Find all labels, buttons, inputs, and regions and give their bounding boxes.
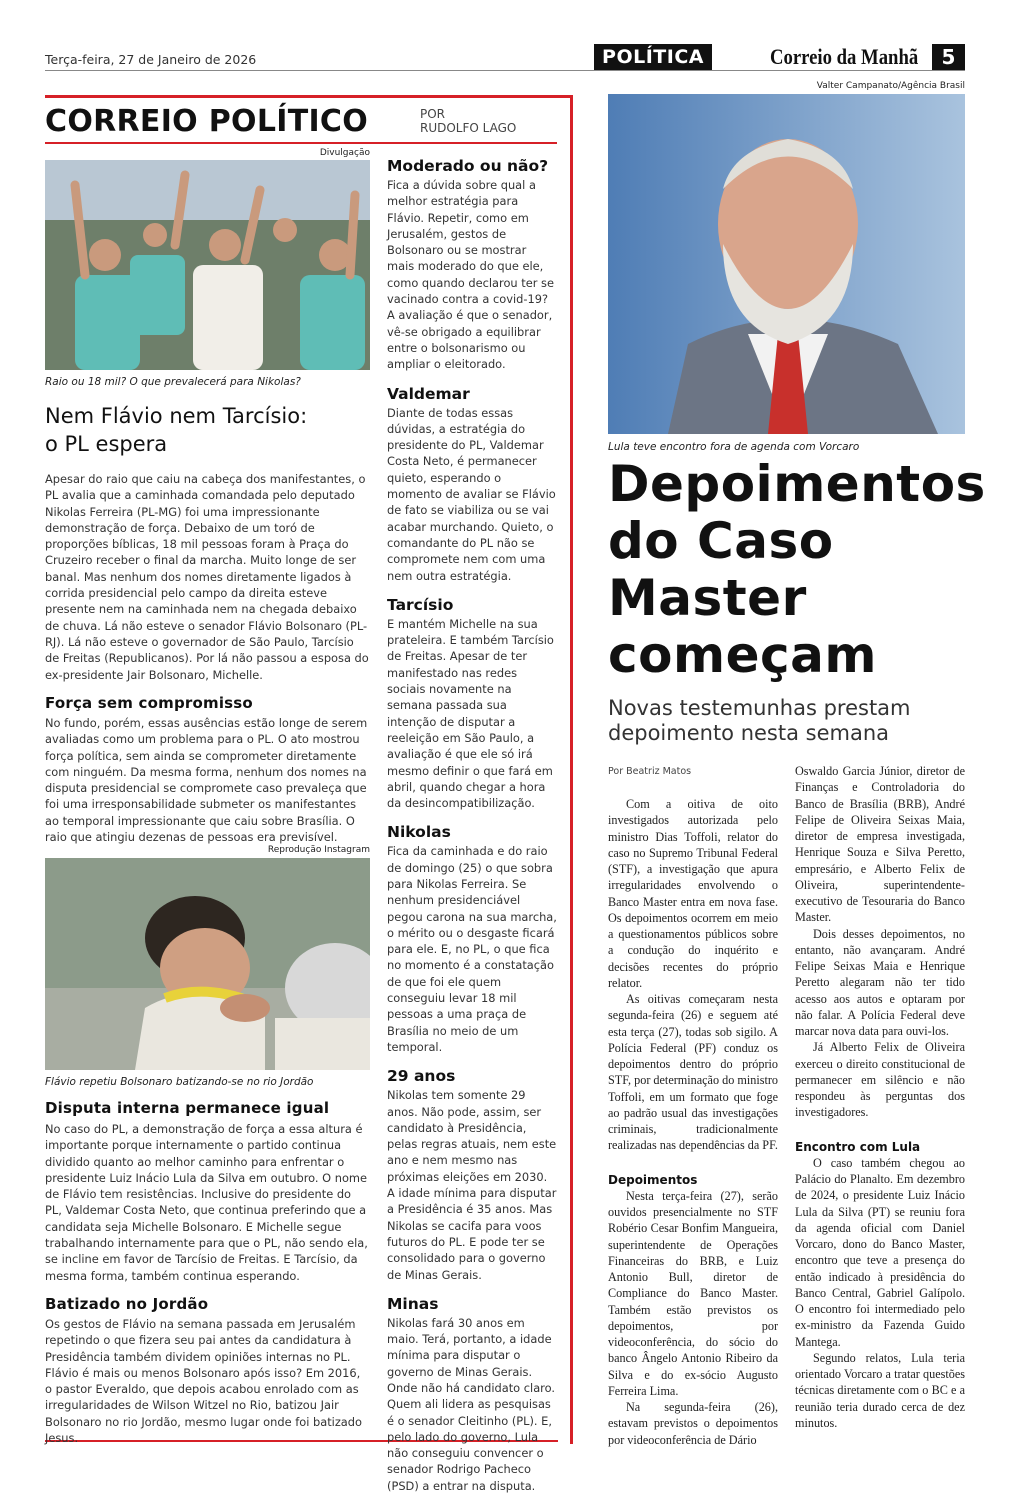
note-title: 29 anos xyxy=(387,1067,456,1086)
note xyxy=(387,594,557,812)
column-notes xyxy=(387,155,557,1504)
story-paragraph: Dois desses depoimentos, no entanto, não avançaram. André Felipe Seixas Maia e Henrique Peretto alegaram não ter tido acesso aos autos e optaram por não falar. A Polícia Federal deve marcar nova data para ouvi-los. xyxy=(795,926,965,1038)
story-paragraph: Segundo relatos, Lula teria orientado Vorcaro a tratar questões técnicas diretamente com o BC e a reunião teria durado cerca de dez minutos. xyxy=(795,1350,965,1430)
lula-photo xyxy=(608,94,965,434)
protest-photo xyxy=(45,160,370,370)
note-body: Fica a dúvida sobre qual a melhor estratégia para Flávio. Repetir, como em Jerusalém, gestos de Bolsonaro ou se mostrar mais moderado do que ele, como quando declarou ter se vacinado contra a covid-19? A avaliação é que o senador, vê-se obrigado a equilibrar entre o bolsonarismo ou ampliar o eleitorado. xyxy=(387,178,554,372)
story-column-1 xyxy=(608,796,778,1448)
section-label: POLÍTICA xyxy=(594,44,712,70)
column-headline xyxy=(45,402,307,458)
note-body: Diante de todas essas dúvidas, a estratégia do presidente do PL, Valdemar Costa Neto, é permanecer quieto, esperando o momento de avaliar se Flávio de fato se viabiliza ou se vai acabar murchando. Quieto, o comandante do PL não se compromete nem com uma nem outra estratégia. xyxy=(387,405,556,583)
newspaper-logo: Correio da Manhã xyxy=(770,44,919,69)
headline-line: Nem Flávio nem Tarcísio: xyxy=(45,404,308,428)
story-paragraph: As oitivas começaram nesta segunda-feira (26) e seguem até esta terça (27), todas sob sigilo. A Polícia Federal (PF) conduz os depoimentos dentro do próprio STF, por determinação do ministro Toffoli, em um formato que foge ao padrão usual das investigações criminais, tradicionalmente realizadas nas dependências da PF. xyxy=(608,992,778,1153)
note xyxy=(387,383,557,584)
note-body: Nikolas fará 30 anos em maio. Terá, portanto, a idade mínima para disputar o governo de Minas Gerais. Onde não há candidato claro. Quem ali lidera as pesquisas é o senador Cleitinho (PL). E, pelo lado do governo, Lula não conseguiu convencer o senador Rodrigo Pacheco (PSD) a entrar na disputa. xyxy=(387,1315,556,1493)
note-title: Tarcísio xyxy=(387,595,454,614)
author-name: RUDOLFO LAGO xyxy=(420,121,517,135)
photo-credit: Reprodução Instagram xyxy=(267,845,370,855)
headline-line: do Caso xyxy=(608,512,834,570)
note-title: Minas xyxy=(387,1294,439,1313)
header-rule xyxy=(45,70,965,71)
column-paragraph: No fundo, porém, essas ausências estão longe de serem avaliadas como um problema para o PL. O ato mostrou força política, sem ainda se comprometer diretamente com ninguém. Da mesma forma, nenhum dos nomes na disputa presidencial se compromete caso prevaleça que foi uma irresponsabilidade submeter os manifestantes ao temporal impressionante que caiu sobre Brasília. O raio que atingiu dezenas de pessoas era previsível. xyxy=(45,716,368,845)
note xyxy=(387,1293,557,1494)
deck-line: Novas testemunhas prestam xyxy=(608,696,911,720)
story-paragraph: Oswaldo Garcia Júnior, diretor de Finanças e Controladoria do Banco de Brasília (BRB), André Felipe de Oliveira Seixas Maia, diretor de empresa investigada, Henrique Souza e Silva Peretto, empresário, e Alberto Felix de Oliveira, superintendente-executivo de Tesouraria do Banco Master. xyxy=(795,764,965,925)
note xyxy=(387,821,557,1055)
photo-credit: Divulgação xyxy=(319,148,370,158)
photo-caption: Lula teve encontro fora de agenda com Vorcaro xyxy=(608,441,860,453)
story-paragraph: O caso também chegou ao Palácio do Planalto. Em dezembro de 2024, o presidente Luiz Inácio Lula da Silva (PT) se reuniu fora da agenda oficial com Daniel Vorcaro, dono do Banco Master, encontro que teve a presença do então indicado à presidência do Banco Central, Gabriel Galípolo. O encontro foi intermediado pelo ex-ministro da Fazenda Guido Mantega. xyxy=(795,1155,965,1349)
photo-credit: Valter Campanato/Agência Brasil xyxy=(816,81,965,91)
note xyxy=(387,155,557,373)
note xyxy=(387,1065,557,1283)
story-deck xyxy=(608,696,911,746)
story-headline xyxy=(608,456,986,684)
byline: Por Beatriz Matos xyxy=(608,766,692,777)
baptism-photo xyxy=(45,858,370,1070)
page-number: 5 xyxy=(932,44,965,70)
subhead: Disputa interna permanece igual xyxy=(45,1099,330,1117)
note-title: Moderado ou não? xyxy=(387,157,549,175)
photo-caption: Flávio repetiu Bolsonaro batizando-se no rio Jordão xyxy=(45,1076,314,1088)
headline-line: Depoimentos xyxy=(608,455,986,513)
column-frame-top xyxy=(45,95,573,98)
column-title: CORREIO POLÍTICO xyxy=(45,104,369,139)
column-intro: Apesar do raio que caiu na cabeça dos manifestantes, o PL avalia que a caminhada comandada pelo deputado Nikolas Ferreira (PL-MG) foi uma impressionante demonstração de força. Debaixo de um toró de proporções bíblicas, 18 mil pessoas foram à Praça do Cruzeiro receber o final da marcha. Muito longe de ser banal. Mas nenhum dos nomes diretamente ligados à corrida presidencial pelo campo da direita esteve presente nem na caminhada nem na chegada debaixo de chuva. Lá não esteve o senador Flávio Bolsonaro (PL-RJ). Lá não esteve o governador de São Paulo, Tarcísio de Freitas (Republicanos). Por lá não passou a esposa do ex-presidente Jair Bolsonaro, Michelle. xyxy=(45,472,369,682)
note-title: Nikolas xyxy=(387,823,451,842)
column-paragraph: Os gestos de Flávio na semana passada em Jerusalém repetindo o que fizera seu pai antes da candidatura à Presidência também dividem opiniões internas no PL. Flávio é mais ou menos Bolsonaro após isso? Em 2016, o pastor Everaldo, que depois acabou enrolado com as irregularidades de Wilson Witzel no Rio, batizou Jair Bolsonaro no rio Jordão, mesmo lugar onde foi batizado Jesus. xyxy=(45,1317,362,1446)
story-paragraph: Nesta terça-feira (27), serão ouvidos presencialmente no STF Robério Cesar Bonfim Mangueira, superintendente de Operações Financeiras do BRB, e Luiz Antonio Bull, diretor de Compliance do Banco Master. Também estão previstos os depoimentos, por videoconferência, do sócio do banco Ângelo Antonio Ribeiro da Silva e do ex-sócio Augusto Ferreira Lima. xyxy=(608,1188,778,1398)
column-frame-right xyxy=(570,95,573,1444)
column-author xyxy=(420,107,516,135)
subhead: Batizado no Jordão xyxy=(45,1295,209,1313)
story-paragraph: Na segunda-feira (26), estavam previstos o depoimentos por videoconferência de Dário xyxy=(608,1400,778,1447)
title-rule xyxy=(45,142,557,144)
story-subhead: Depoimentos xyxy=(608,1172,698,1187)
column-paragraph: No caso do PL, a demonstração de força a essa altura é importante porque internamente o partido continua dividido quanto ao melhor caminho para enfrentar o presidente Luiz Inácio Lula da Silva em outubro. O nome de Flávio tem resistências. Inclusive do presidente do PL, Valdemar Costa Neto, que continua preferindo que a candidata seja Michelle Bolsonaro. E Michelle segue trabalhando internamente para que o PL, não sendo ela, se incline em favor de Tarcísio de Freitas. E Tarcísio, da mesma forma, também continua esperando. xyxy=(45,1122,368,1283)
photo-caption: Raio ou 18 mil? O que prevalecerá para Nikolas? xyxy=(45,376,301,388)
headline-line: começam xyxy=(608,626,877,684)
subhead: Força sem compromisso xyxy=(45,694,253,712)
story-subhead: Encontro com Lula xyxy=(795,1139,921,1154)
headline-line: Master xyxy=(608,569,807,627)
story-column-2 xyxy=(795,763,965,1431)
deck-line: depoimento nesta semana xyxy=(608,721,890,745)
note-body: Nikolas tem somente 29 anos. Não pode, assim, ser candidato à Presidência, pelas regras atuais, nem este ano e nem mesmo nas próximas eleições em 2030. A idade mínima para disputar a Presidência é 35 anos. Mas Nikolas se cacifa para voos futuros do PL. E pode ter se consolidado para o governo de Minas Gerais. xyxy=(387,1088,557,1282)
issue-date: Terça-feira, 27 de Janeiro de 2026 xyxy=(45,52,257,67)
note-body: Fica da caminhada e do raio de domingo (25) o que sobra para Nikolas Ferreira. Se nenhum presidenciável pegou carona na sua marcha, o mérito ou o desgaste ficará para ele. E, no PL, o que fica no momento é a constatação de que foi ele quem conseguiu levar 18 mil pessoas a uma praça de Brasília no meio de um temporal. xyxy=(387,844,557,1054)
note-body: E mantém Michelle na sua prateleira. E também Tarcísio de Freitas. Apesar de ter manifestado nas redes sociais novamente na semana passada sua intenção de disputar a reeleição em São Paulo, a avaliação é que ele só irá mesmo definir o que fará em abril, quando chegar a hora da desincompatibilização. xyxy=(387,616,554,811)
story-paragraph: Já Alberto Felix de Oliveira exerceu o direito constitucional de permanecer em silêncio e não respondeu às perguntas dos investigadores. xyxy=(795,1040,965,1120)
note-title: Valdemar xyxy=(387,384,470,403)
story-paragraph: Com a oitiva de oito investigados autorizada pelo ministro Dias Toffoli, relator do caso no Supremo Tribunal Federal (STF), a investigação que apura irregularidades envolvendo o Banco Master entra em nova fase. Os depoimentos ocorrem em meio a questionamentos públicos sobre a condução do inquérito e decisões recentes do próprio relator. xyxy=(608,797,778,990)
author-prefix: POR xyxy=(420,107,446,121)
headline-line: o PL espera xyxy=(45,432,168,456)
